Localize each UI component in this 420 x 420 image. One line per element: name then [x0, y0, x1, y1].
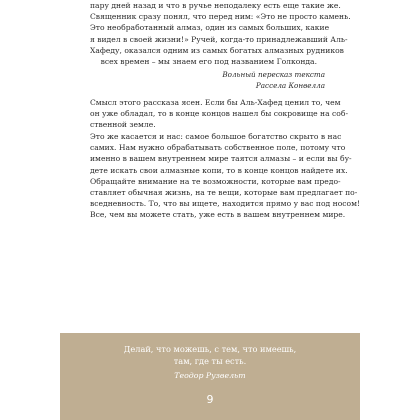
- quote-line-1: Делай, что можешь, с тем, что имеешь,: [123, 344, 297, 354]
- story-line: всех времен – мы знаем его под названием Голконда.: [100, 57, 317, 67]
- story-line: пару дней назад и что в ручье неподалеку есть еще такие же.: [90, 1, 341, 10]
- story-line: Хафеду, оказался одним из самых богатых алмазных рудников: [90, 45, 344, 55]
- attribution: [222, 69, 325, 91]
- paragraph-line: вседневность. То, что вы ищете, находится прямо у вас под носом!: [90, 199, 361, 209]
- paragraph-line: Все, чем вы можете стать, уже есть в вашем внутреннем мире.: [90, 210, 346, 220]
- quote-line-2: там, где ты есть.: [173, 356, 247, 366]
- paragraph-line: Смысл этого рассказа ясен. Если бы Аль-Хафед ценил то, чем: [90, 98, 341, 107]
- quote-author: Теодор Рузвельт: [174, 371, 246, 380]
- attribution-line-1: Вольный пересказ текста: [222, 70, 325, 79]
- paragraph-meaning: [0, 97, 420, 131]
- quote-box: [60, 333, 360, 420]
- paragraph-line: самих. Нам нужно обрабатывать собственное поле, потому что: [90, 143, 346, 153]
- paragraph-line: ственной земле.: [90, 120, 156, 130]
- quote-text: [60, 343, 360, 367]
- paragraph-line: ставляет обычная жизнь, на те вещи, которые вам предлагает по-: [90, 188, 358, 198]
- paragraph-line: именно в вашем внутреннем мире таятся алмазы – и если вы бу-: [90, 154, 352, 164]
- story-line: я видел в своей жизни!» Ручей, когда-то принадлежавший Аль-: [90, 34, 348, 44]
- paragraph-line: он уже обладал, то в конце концов нашел бы сокровище на соб-: [90, 109, 349, 119]
- paragraph-line: Это же касается и нас: самое большое богатство скрыто в нас: [90, 132, 342, 141]
- paragraph-line: дете искать свои алмазные копи, то в конце концов найдете их.: [90, 165, 348, 175]
- story-line: Священник сразу понял, что перед ним: «Это не просто камень.: [90, 12, 351, 22]
- story-line: Это необработанный алмаз, один из самых больших, какие: [90, 23, 330, 33]
- page-number: 9: [206, 393, 214, 406]
- paragraph-line: Обращайте внимание на те возможности, которые вам предо-: [90, 176, 341, 186]
- paragraph-wealth: [0, 131, 420, 221]
- story-paragraph: [0, 0, 420, 67]
- attribution-line-2: Рассела Конвелла: [255, 81, 325, 90]
